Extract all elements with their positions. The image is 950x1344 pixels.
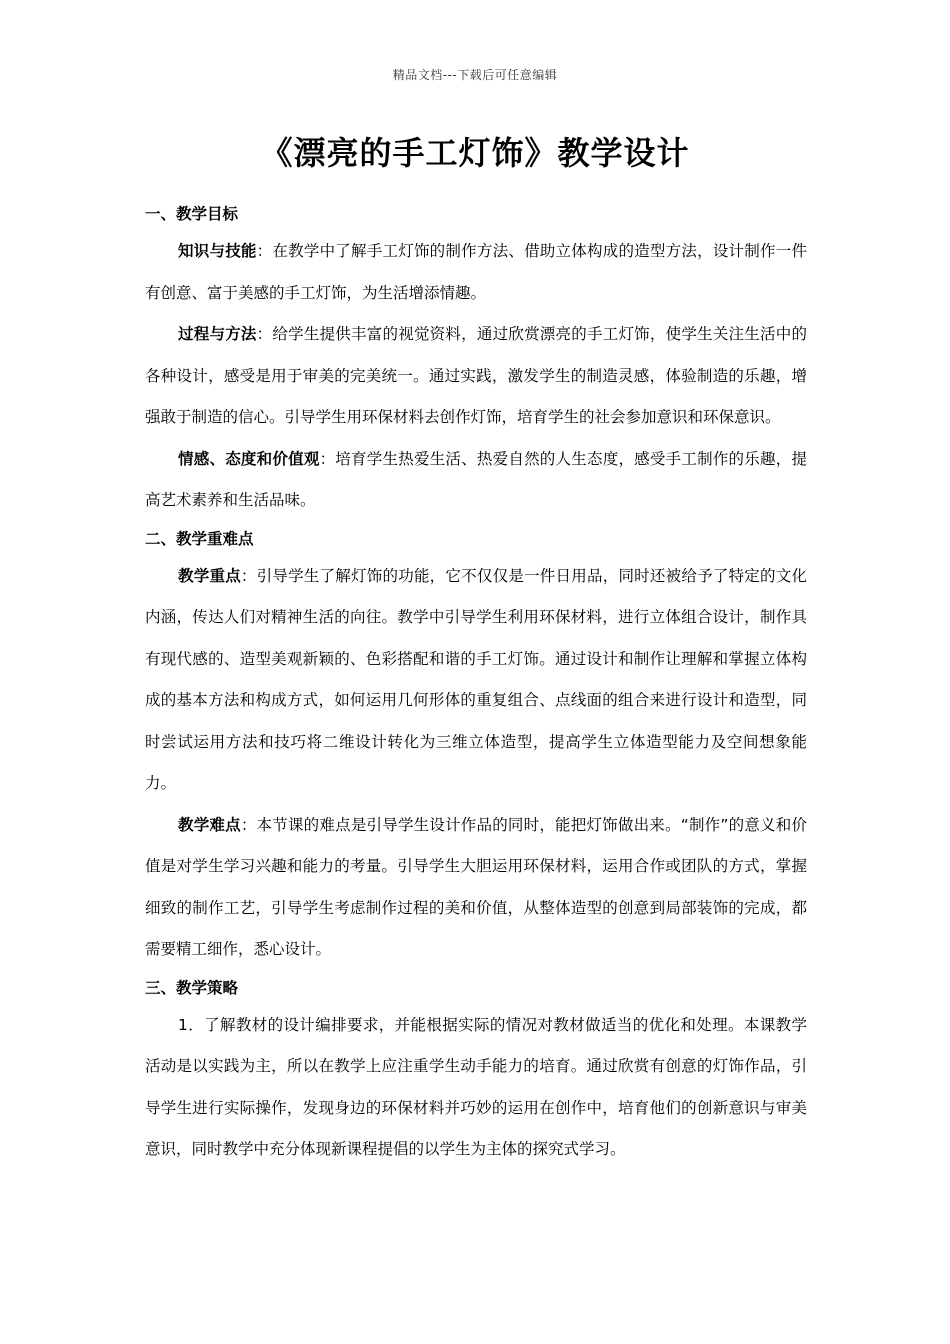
document-body [145,197,807,1171]
paragraph-label: 情感、态度和价值观 [178,449,320,468]
paragraph-label: 知识与技能 [178,242,257,260]
paragraph [145,556,807,805]
page-title: 《漂亮的手工灯饰》教学设计 [260,134,690,172]
section-heading: 三、教学策略 [145,978,239,997]
paragraph [145,314,807,439]
paragraph [145,231,807,314]
paragraph-text: ：给学生提供丰富的视觉资料，通过欣赏漂亮的手工灯饰，使学生关注生活中的各种设计，感受是用于审美的完美统一。通过实践，激发学生的制造灵感，体验制造的乐趣，增强敢于制造的信心。引导学生用环保材料去创作灯饰，培育学生的社会参加意识和环保意识。 [145,325,807,426]
section-heading: 二、教学重难点 [145,529,254,548]
paragraph [145,439,807,522]
section-heading: 一、教学目标 [145,205,239,223]
page-header: 精品文档---下载后可任意编辑 [392,68,558,82]
paragraph-text: ：在教学中了解手工灯饰的制作方法、借助立体构成的造型方法，设计制作一件有创意、富于美感的手工灯饰，为生活增添情趣。 [145,242,807,302]
paragraph-label: 过程与方法 [178,325,257,343]
paragraph-label: 教学重点 [178,566,241,585]
paragraph-label: 教学难点 [178,815,241,834]
paragraph-text: ：引导学生了解灯饰的功能，它不仅仅是一件日用品，同时还被给予了特定的文化内涵，传达人们对精神生活的向往。教学中引导学生利用环保材料，进行立体组合设计，制作具有现代感的、造型美观新颖的、色彩搭配和谐的手工灯饰。通过设计和制作让理解和掌握立体构成的基本方法和构成方式，如何运用几何形体的重复组合、点线面的组合来进行设计和造型，同时尝试运用方法和技巧将二维设计转化为三维立体造型，提高学生立体造型能力及空间想象能力。 [145,566,807,792]
paragraph-text: 1．了解教材的设计编排要求，并能根据实际的情况对教材做适当的优化和处理。本课教学活动是以实践为主，所以在教学上应注重学生动手能力的培育。通过欣赏有创意的灯饰作品，引导学生进行实际操作，发现身边的环保材料并巧妙的运用在创作中，培育他们的创新意识与审美意识，同时教学中充分体现新课程提倡的以学生为主体的探究式学习。 [145,1015,807,1158]
paragraph-text: ：培育学生热爱生活、热爱自然的人生态度，感受手工制作的乐趣，提高艺术素养和生活品味。 [145,449,807,509]
paragraph-text: ：本节课的难点是引导学生设计作品的同时，能把灯饰做出来。“制作”的意义和价值是对学生学习兴趣和能力的考量。引导学生大胆运用环保材料，运用合作或团队的方式，掌握细致的制作工艺，引导学生考虑制作过程的美和价值，从整体造型的创意到局部装饰的完成，都需要精工细作，悉心设计。 [145,815,807,958]
paragraph [145,1005,807,1171]
paragraph [145,805,807,971]
